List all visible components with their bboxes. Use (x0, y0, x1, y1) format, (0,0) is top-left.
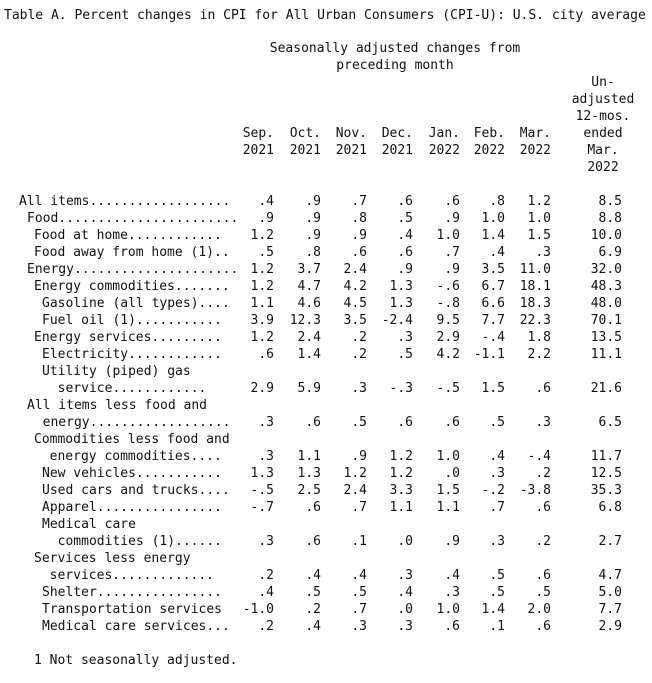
table-cell: 2.4 (343, 483, 367, 498)
table-cell: .6 (397, 245, 413, 260)
table-cell: 1.3 (389, 279, 413, 294)
unadjusted-header-line: Un- (591, 75, 615, 90)
table-cell: 12.3 (289, 313, 321, 328)
table-cell: 5.0 (598, 585, 622, 600)
table-cell: .9 (351, 449, 367, 464)
table-cell: .7 (351, 500, 367, 515)
table-cell: 1.0 (481, 211, 505, 226)
table-cell: 1.0 (527, 211, 551, 226)
table-cell: .1 (489, 619, 505, 634)
table-cell: 1.0 (436, 228, 460, 243)
column-header-line: 2022 (519, 143, 551, 158)
table-cell: 4.6 (297, 296, 321, 311)
table-cell: -.6 (436, 279, 460, 294)
row-label: Commodities less food and (34, 432, 230, 447)
unadjusted-header-line: adjusted (571, 92, 635, 107)
table-cell: .5 (258, 245, 274, 260)
row-label: Utility (piped) gas (42, 364, 191, 379)
column-header-line: Dec. (381, 126, 413, 141)
table-cell: .2 (305, 602, 321, 617)
table-cell: 11.7 (590, 449, 622, 464)
column-header-line: Jan. (428, 126, 460, 141)
table-cell: .8 (305, 245, 321, 260)
table-cell: .6 (444, 415, 460, 430)
table-cell: 1.3 (297, 466, 321, 481)
row-label: Food at home............ (34, 228, 222, 243)
table-cell: .6 (535, 619, 551, 634)
table-title: Table A. Percent changes in CPI for All Urban Consumers (CPI-U): U.S. city average (4, 8, 646, 23)
table-cell: .3 (444, 585, 460, 600)
column-header-line: 2021 (335, 143, 367, 158)
table-cell: 9.5 (436, 313, 460, 328)
row-label: Fuel oil (1)........... (42, 313, 223, 328)
table-cell: .4 (397, 228, 413, 243)
table-cell: .6 (535, 568, 551, 583)
table-cell: .0 (397, 602, 413, 617)
table-cell: .4 (351, 568, 367, 583)
table-cell: 22.3 (519, 313, 551, 328)
table-cell: -.3 (389, 381, 413, 396)
table-cell: .3 (535, 415, 551, 430)
table-cell: .4 (444, 568, 460, 583)
table-cell: 1.4 (297, 347, 321, 362)
column-header-line: Sep. (242, 126, 274, 141)
table-cell: -.2 (481, 483, 505, 498)
table-cell: 2.9 (436, 330, 460, 345)
table-cell: 1.2 (527, 194, 551, 209)
table-cell: .4 (258, 194, 274, 209)
table-cell: 1.4 (481, 228, 505, 243)
table-cell: .3 (397, 568, 413, 583)
table-cell: 32.0 (590, 262, 622, 277)
table-cell: .4 (489, 449, 505, 464)
row-label: service............ (42, 381, 207, 396)
table-cell: 5.9 (297, 381, 321, 396)
table-cell: .5 (305, 585, 321, 600)
table-cell: 1.1 (436, 500, 460, 515)
table-cell: 1.2 (389, 449, 413, 464)
row-label: Food away from home (1).. (34, 245, 230, 260)
row-label: Food....................... (27, 211, 239, 226)
table-cell: 2.0 (527, 602, 551, 617)
table-cell: .4 (397, 585, 413, 600)
table-cell: -.4 (481, 330, 505, 345)
table-cell: 70.1 (590, 313, 622, 328)
table-cell: .3 (397, 330, 413, 345)
table-cell: .5 (535, 585, 551, 600)
table-cell: 1.3 (250, 466, 274, 481)
table-cell: 3.9 (250, 313, 274, 328)
table-cell: 1.5 (436, 483, 460, 498)
table-cell: 1.0 (436, 449, 460, 464)
table-cell: .9 (444, 211, 460, 226)
row-label: Transportation services (42, 602, 223, 617)
table-cell: .3 (258, 449, 274, 464)
table-cell: .7 (351, 602, 367, 617)
row-label: services............. (34, 568, 215, 583)
table-cell: .5 (489, 415, 505, 430)
column-header-line: 2022 (473, 143, 505, 158)
table-cell: .6 (305, 415, 321, 430)
column-header-line: 2021 (289, 143, 321, 158)
row-label: Energy..................... (27, 262, 239, 277)
table-cell: 18.1 (519, 279, 551, 294)
table-cell: -.5 (436, 381, 460, 396)
table-cell: .6 (397, 415, 413, 430)
table-cell: .5 (351, 585, 367, 600)
unadjusted-header-line: Mar. (587, 143, 619, 158)
table-cell: .4 (258, 585, 274, 600)
table-cell: .3 (535, 245, 551, 260)
table-cell: .4 (305, 568, 321, 583)
table-cell: 11.0 (519, 262, 551, 277)
table-cell: .6 (444, 619, 460, 634)
table-cell: .7 (489, 500, 505, 515)
footnote: 1 Not seasonally adjusted. (34, 653, 238, 668)
table-cell: 21.6 (590, 381, 622, 396)
table-cell: 4.5 (343, 296, 367, 311)
table-cell: .6 (397, 194, 413, 209)
table-cell: .9 (351, 228, 367, 243)
table-cell: 6.9 (598, 245, 622, 260)
table-cell: .9 (397, 262, 413, 277)
table-cell: -1.1 (473, 347, 505, 362)
table-cell: 4.7 (598, 568, 622, 583)
table-cell: 13.5 (590, 330, 622, 345)
table-cell: 2.5 (297, 483, 321, 498)
table-cell: .2 (258, 619, 274, 634)
table-cell: -.4 (527, 449, 551, 464)
table-cell: 1.3 (389, 296, 413, 311)
table-cell: .5 (489, 585, 505, 600)
row-label: Used cars and trucks.... (42, 483, 230, 498)
table-cell: 2.4 (297, 330, 321, 345)
row-label: Services less energy (34, 551, 191, 566)
table-cell: 1.2 (250, 262, 274, 277)
table-cell: 3.3 (389, 483, 413, 498)
row-label: Gasoline (all types).... (42, 296, 230, 311)
table-cell: .5 (489, 568, 505, 583)
table-cell: .3 (351, 619, 367, 634)
table-cell: .2 (258, 568, 274, 583)
table-cell: .3 (258, 534, 274, 549)
table-cell: 1.2 (250, 228, 274, 243)
table-cell: .9 (305, 228, 321, 243)
table-cell: 1.1 (389, 500, 413, 515)
table-cell: .9 (258, 211, 274, 226)
table-cell: .6 (351, 245, 367, 260)
table-cell: .6 (258, 347, 274, 362)
table-cell: .0 (444, 466, 460, 481)
table-cell: .2 (351, 347, 367, 362)
column-header-line: Mar. (519, 126, 551, 141)
table-cell: 2.4 (343, 262, 367, 277)
table-cell: 4.2 (436, 347, 460, 362)
table-cell: 1.5 (481, 381, 505, 396)
table-cell: .6 (444, 194, 460, 209)
table-cell: 1.2 (343, 466, 367, 481)
table-cell: .6 (535, 500, 551, 515)
table-cell: 10.0 (590, 228, 622, 243)
column-header-line: Feb. (473, 126, 505, 141)
table-cell: 2.7 (598, 534, 622, 549)
table-cell: 6.6 (481, 296, 505, 311)
table-cell: 4.7 (297, 279, 321, 294)
table-cell: .6 (305, 500, 321, 515)
table-cell: 3.5 (481, 262, 505, 277)
row-label: Electricity............ (42, 347, 223, 362)
table-cell: .0 (397, 534, 413, 549)
row-label: energy commodities.... (34, 449, 222, 464)
group-header-line: Seasonally adjusted changes from (269, 41, 521, 56)
column-header-line: 2021 (242, 143, 274, 158)
table-cell: 3.5 (343, 313, 367, 328)
row-label: All items less food and (27, 398, 208, 413)
table-cell: 18.3 (519, 296, 551, 311)
table-cell: .9 (444, 262, 460, 277)
row-label: New vehicles........... (42, 466, 223, 481)
table-cell: .9 (444, 534, 460, 549)
table-cell: 1.1 (250, 296, 274, 311)
table-cell: 35.3 (590, 483, 622, 498)
column-header-line: 2021 (381, 143, 413, 158)
table-cell: 6.8 (598, 500, 622, 515)
table-cell: -.7 (250, 500, 274, 515)
row-label: Energy commodities....... (34, 279, 230, 294)
table-cell: 1.1 (297, 449, 321, 464)
table-cell: .2 (535, 466, 551, 481)
table-cell: -3.8 (519, 483, 551, 498)
table-cell: 1.2 (250, 279, 274, 294)
table-cell: .3 (351, 381, 367, 396)
unadjusted-header-line: 12-mos. (575, 109, 631, 124)
group-header-line: preceding month (336, 58, 454, 73)
table-cell: -.8 (436, 296, 460, 311)
table-cell: .5 (397, 347, 413, 362)
table-cell: -2.4 (381, 313, 413, 328)
column-header-line: Nov. (335, 126, 367, 141)
row-label: Medical care services... (42, 619, 230, 634)
table-cell: .8 (489, 194, 505, 209)
table-cell: .5 (351, 415, 367, 430)
column-header-line: Oct. (289, 126, 321, 141)
row-label: Energy services......... (34, 330, 222, 345)
unadjusted-header-line: 2022 (587, 160, 619, 175)
table-cell: .4 (489, 245, 505, 260)
table-cell: 1.2 (389, 466, 413, 481)
table-cell: 2.9 (250, 381, 274, 396)
row-label: commodities (1)...... (42, 534, 223, 549)
table-cell: .2 (351, 330, 367, 345)
table-cell: 2.2 (527, 347, 551, 362)
table-cell: .7 (444, 245, 460, 260)
table-cell: 6.5 (598, 415, 622, 430)
table-cell: .3 (258, 415, 274, 430)
table-cell: 12.5 (590, 466, 622, 481)
table-cell: 7.7 (481, 313, 505, 328)
row-label: energy.................. (27, 415, 231, 430)
table-cell: 8.5 (598, 194, 622, 209)
unadjusted-header-line: ended (583, 126, 623, 141)
table-cell: .7 (351, 194, 367, 209)
table-cell: -1.0 (242, 602, 274, 617)
table-cell: 1.8 (527, 330, 551, 345)
table-cell: .2 (535, 534, 551, 549)
table-cell: 1.0 (436, 602, 460, 617)
table-cell: 1.5 (527, 228, 551, 243)
row-label: Apparel................ (42, 500, 223, 515)
table-cell: 1.4 (481, 602, 505, 617)
table-cell: -.5 (250, 483, 274, 498)
table-cell: 11.1 (590, 347, 622, 362)
table-cell: .3 (489, 534, 505, 549)
table-cell: .6 (535, 381, 551, 396)
table-cell: 7.7 (598, 602, 622, 617)
table-cell: .5 (397, 211, 413, 226)
table-cell: .1 (351, 534, 367, 549)
table-cell: 2.9 (598, 619, 622, 634)
column-header-line: 2022 (428, 143, 460, 158)
table-cell: 3.7 (297, 262, 321, 277)
table-cell: 1.2 (250, 330, 274, 345)
row-label: Shelter................ (42, 585, 223, 600)
table-cell: .8 (351, 211, 367, 226)
table-cell: 48.3 (590, 279, 622, 294)
row-label: Medical care (42, 517, 136, 532)
table-cell: 8.8 (598, 211, 622, 226)
table-cell: .3 (397, 619, 413, 634)
table-cell: .6 (305, 534, 321, 549)
row-label: All items.................. (19, 194, 231, 209)
table-cell: 48.0 (590, 296, 622, 311)
table-cell: 6.7 (481, 279, 505, 294)
table-cell: .9 (305, 194, 321, 209)
table-cell: 4.2 (343, 279, 367, 294)
table-cell: .4 (305, 619, 321, 634)
table-cell: .3 (489, 466, 505, 481)
table-cell: .9 (305, 211, 321, 226)
